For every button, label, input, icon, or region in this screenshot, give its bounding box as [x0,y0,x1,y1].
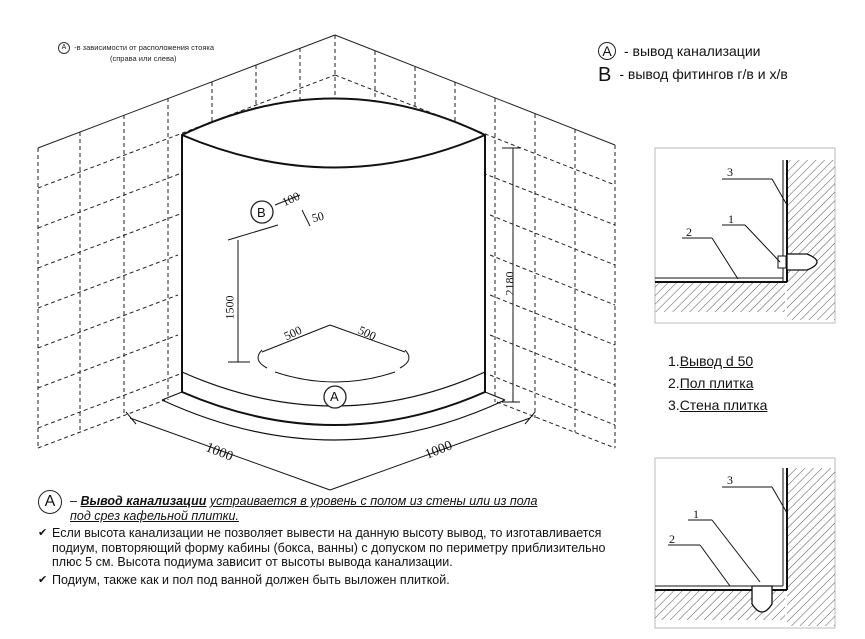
list-item: 2.Пол плитка [668,375,754,391]
check-icon: ✔ [38,573,48,586]
detail-top-label-2: 2 [686,225,692,239]
drawing-marker-b: B [257,205,266,220]
detail-top-label-1: 1 [728,212,734,226]
detail-bottom [655,458,835,628]
dim-500-right: 500 [356,322,379,344]
dim-50: 50 [310,208,326,226]
bottom-bold: Вывод канализации [80,494,207,508]
dim-100: 100 [279,188,302,210]
detail-top [655,148,835,323]
legend-text-b: - вывод фитингов г/в и х/в [619,66,788,82]
detail-top-label-3: 3 [727,165,733,179]
dim-500-left: 500 [281,322,304,344]
bottom-notes [38,490,618,587]
top-note-line2: (справа или слева) [110,54,177,63]
legend-marker-a: A [598,42,616,60]
check-icon: ✔ [38,527,48,539]
bottom-marker-a: A [38,490,62,514]
numbered-list [668,350,767,416]
bottom-item: ✔ Если высота канализации не позволяет вывести на данную высоту вывод, то изготавливается подиум, повторяющий форму кабины (бокса, ванны) с допуском по периметру приблизительно плюс 5 см. Высота подиума зависит от высоты вывода канализации. [38,526,606,569]
drawing-marker-a: A [330,389,339,404]
bottom-heading: A – Вывод канализации устраивается в уровень с полом из стены или из пола под срез кафельной плитки. [38,490,618,523]
list-item: 1.Вывод d 50 [668,353,754,369]
top-note-line1: -в зависимости от расположения стояка [74,42,215,52]
dim-1500: 1500 [222,295,237,320]
bottom-item: ✔ Подиум, также как и пол под ванной должен быть выложен плиткой. [38,572,450,587]
marker-a-small: A [58,42,70,54]
bottom-rest: устраивается в уровень с полом из стены или из пола [209,494,538,508]
legend-text-a: - вывод канализации [624,43,761,59]
dim-1000-left: 1000 [203,440,235,465]
dim-2180: 2180 [502,271,517,296]
list-item: 3.Стена плитка [668,397,768,413]
legend-marker-b: B [598,64,612,86]
detail-bottom-label-3: 3 [727,473,733,487]
dim-1000-right: 1000 [423,438,455,463]
detail-bottom-label-2: 2 [669,532,675,546]
bottom-rest2: под срез кафельной плитки. [70,508,239,523]
detail-bottom-label-1: 1 [693,507,699,521]
